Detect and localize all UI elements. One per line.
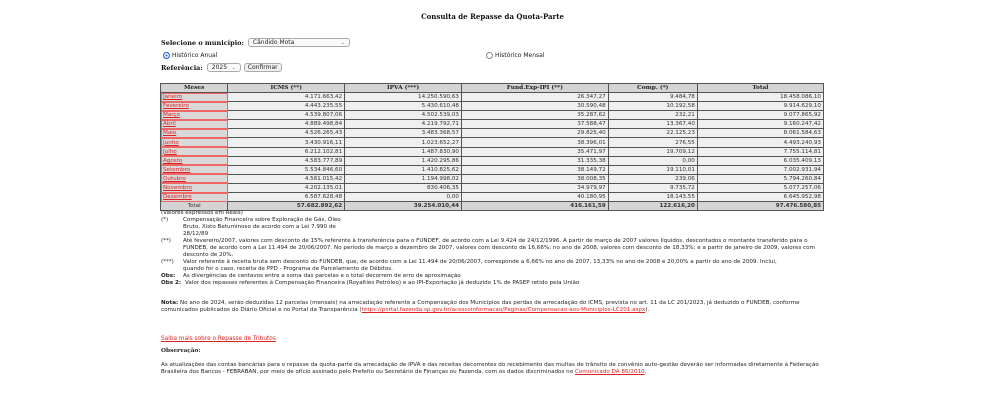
value-cell-ipi: 40.180,95: [461, 193, 608, 202]
obs-text: As divergências de centavos entre a soma das parcelas e o total decorrem de erro de aproximação: [183, 273, 461, 279]
table-row: [161, 111, 824, 120]
table-row: [161, 183, 824, 192]
total-cell-total: 97.476.580,85: [697, 202, 823, 211]
value-cell-comp: 9.484,78: [608, 93, 697, 102]
value-cell-comp: 18.143,55: [608, 193, 697, 202]
footnote-text: Valor referente à receita bruta sem desconto do FUNDEB, que, de acordo com a Lei 11.494 de 20/06/2007, corresponde a 6,66% no ano de 2007, 13,33% no ano de 2008 e 20,00% a partir do ano de 2009. Inclui, quando for o caso, receita de PPD - Programa de Parcelamento de Débitos.: [183, 259, 777, 272]
month-link[interactable]: Janeiro: [163, 94, 183, 101]
value-cell-total: 6.035.409,13: [697, 156, 823, 165]
value-cell-ipva: 830.406,35: [345, 183, 462, 192]
header-ipva: IPVA (***): [345, 84, 462, 93]
month-cell: [161, 120, 228, 129]
value-cell-ipva: 0,00: [345, 193, 462, 202]
repasse-table: [160, 83, 824, 211]
value-cell-comp: 13.367,40: [608, 120, 697, 129]
month-link[interactable]: Outubro: [163, 175, 186, 182]
value-cell-ipva: 14.250.590,63: [345, 93, 462, 102]
value-cell-ipva: 4.502.539,03: [345, 111, 462, 120]
month-cell: [161, 138, 228, 147]
obs2-note: [161, 280, 831, 287]
observacao-text-block: [161, 362, 836, 376]
value-cell-total: 8.061.584,63: [697, 129, 823, 138]
table-row: [161, 129, 824, 138]
value-cell-ipva: 3.483.368,57: [345, 129, 462, 138]
page-title: Consulta de Repasse da Quota-Parte: [421, 12, 564, 21]
comunicado-link[interactable]: Comunicado DA 86/2010: [574, 369, 645, 375]
value-cell-ipva: 1.420.295,86: [345, 156, 462, 165]
month-cell: [161, 156, 228, 165]
footnote-text: Até fevereiro/2007, valores com desconto de 15% referente à transferência para o FUNDEF, de acordo com a Lei 9.424 de 24/12/1996. A partir de março de 2007 valores líquidos, descontados o montante transferido para o FUNDEB, de acordo com a Lei 11.494 de 20/06/2007. No período de março a dezembro de 2007, valores com desconto de 16,66%; no ano de 2008, valores com desconto de 18,33%; e a partir de janeiro de 2009, valores com desconto de 20%.: [183, 238, 815, 258]
month-link[interactable]: Dezembro: [163, 194, 192, 201]
table-row: [161, 102, 824, 111]
month-link[interactable]: Julho: [163, 148, 177, 155]
value-cell-icms: 4.561.015,42: [228, 174, 345, 183]
referencia-value: 2025: [211, 64, 228, 71]
header-total: Total: [697, 84, 823, 93]
value-cell-icms: 4.526.265,43: [228, 129, 345, 138]
value-cell-icms: 4.443.235,55: [228, 102, 345, 111]
value-cell-ipva: 1.487.830,90: [345, 147, 462, 156]
value-cell-comp: 10.192,58: [608, 102, 697, 111]
total-cell-comp: 122.616,20: [608, 202, 697, 211]
value-cell-icms: 4.171.663,42: [228, 93, 345, 102]
obs2-key: Obs 2:: [161, 280, 182, 286]
value-cell-icms: 4.889.498,84: [228, 120, 345, 129]
referencia-select[interactable]: [207, 63, 241, 72]
nota-block: [161, 300, 831, 314]
value-cell-comp: 9.735,72: [608, 183, 697, 192]
radio-mensal-label: Histórico Mensal: [495, 52, 545, 59]
value-cell-icms: 4.539.807,06: [228, 111, 345, 120]
footnotes: [161, 210, 831, 287]
value-cell-ipi: 30.590,48: [461, 102, 608, 111]
month-cell: [161, 183, 228, 192]
value-cell-icms: 4.583.777,89: [228, 156, 345, 165]
value-cell-ipi: 35.287,62: [461, 111, 608, 120]
chevron-down-icon: ⌄: [340, 39, 345, 46]
value-cell-comp: 19.709,12: [608, 147, 697, 156]
value-cell-ipva: 5.430.610,48: [345, 102, 462, 111]
footnote-key: (***): [161, 259, 174, 265]
month-link[interactable]: Novembro: [163, 184, 192, 191]
header-comp: Comp. (*): [608, 84, 697, 93]
footnote-key: (**): [161, 238, 171, 244]
obs-key: Obs:: [161, 273, 176, 279]
municipio-select[interactable]: [248, 38, 350, 47]
value-cell-ipva: 1.194.998,02: [345, 174, 462, 183]
value-cell-ipi: 38.396,01: [461, 138, 608, 147]
table-row: [161, 156, 824, 165]
month-cell: [161, 174, 228, 183]
table-row: [161, 174, 824, 183]
header-ipi: Fund.Exp-IPI (**): [461, 84, 608, 93]
nota-text: No ano de 2024, serão deduzidas 12 parcelas (mensais) na arrecadação referente a Compensação dos Municípios das perdas de arrecadação do ICMS, prevista no art. 11 da LC 201/2023, já deduzido o FUNDEB, conforme comunicados publicados do Diário Oficial e no Portal da Transparência (: [161, 300, 800, 313]
month-link[interactable]: Fevereiro: [163, 103, 189, 110]
municipio-row: [161, 38, 350, 47]
value-cell-total: 18.458.086,10: [697, 93, 823, 102]
value-cell-icms: 5.534.846,60: [228, 165, 345, 174]
month-link[interactable]: Setembro: [163, 166, 191, 173]
value-cell-total: 7.002.931,94: [697, 165, 823, 174]
month-link[interactable]: Março: [163, 112, 180, 119]
value-cell-total: 5.794.260,84: [697, 174, 823, 183]
value-cell-total: 7.755.114,81: [697, 147, 823, 156]
total-cell-ipva: 39.254.010,44: [345, 202, 462, 211]
value-cell-ipi: 31.335,38: [461, 156, 608, 165]
saiba-mais-link[interactable]: Saiba mais sobre o Repasse de Tributos: [161, 336, 276, 342]
radio-unchecked-icon: [486, 52, 493, 59]
value-cell-comp: 0,00: [608, 156, 697, 165]
value-cell-comp: 276,55: [608, 138, 697, 147]
referencia-label: Referência:: [161, 63, 203, 72]
value-cell-icms: 4.202.135,01: [228, 183, 345, 192]
month-link[interactable]: Abril: [163, 121, 176, 128]
table-row: [161, 147, 824, 156]
month-cell: [161, 93, 228, 102]
value-cell-ipi: 29.825,40: [461, 129, 608, 138]
footnote-1: [161, 217, 831, 238]
value-cell-total: 5.077.257,06: [697, 183, 823, 192]
value-cell-ipva: 1.023.652,27: [345, 138, 462, 147]
nota-suffix: ).: [645, 307, 650, 313]
total-cell-icms: 57.682.892,62: [228, 202, 345, 211]
value-cell-total: 9.160.247,42: [697, 120, 823, 129]
radio-historico-mensal[interactable]: [486, 52, 544, 59]
observacao-suffix: .: [644, 369, 647, 375]
table-row: [161, 120, 824, 129]
municipio-value: Cândido Mota: [252, 39, 295, 46]
value-cell-ipi: 38.008,35: [461, 174, 608, 183]
month-cell: [161, 129, 228, 138]
value-cell-comp: 19.110,01: [608, 165, 697, 174]
value-cell-icms: 6.587.628,48: [228, 193, 345, 202]
observacao-title: Observação:: [161, 348, 201, 354]
municipio-label: Selecione o município:: [161, 38, 244, 47]
footnote-3: [161, 259, 831, 273]
radio-checked-icon: [163, 52, 170, 59]
value-cell-total: 9.077.865,92: [697, 111, 823, 120]
value-cell-total: 4.493.240,93: [697, 138, 823, 147]
valores-note: (Valores expressos em Reais): [161, 210, 243, 216]
value-cell-ipi: 35.471,97: [461, 147, 608, 156]
value-cell-ipva: 1.410.825,62: [345, 165, 462, 174]
table-row: [161, 138, 824, 147]
footnote-2: [161, 238, 831, 259]
month-cell: [161, 147, 228, 156]
value-cell-comp: 22.125,23: [608, 129, 697, 138]
table-header-row: [161, 84, 824, 93]
referencia-row: [161, 63, 282, 72]
total-label: Total: [161, 202, 228, 211]
footnote-key: (*): [161, 217, 169, 223]
value-cell-ipva: 4.219.792,71: [345, 120, 462, 129]
value-cell-ipi: 34.979,97: [461, 183, 608, 192]
value-cell-icms: 6.212.102,81: [228, 147, 345, 156]
chevron-down-icon: ⌄: [231, 64, 236, 71]
value-cell-ipi: 38.149,72: [461, 165, 608, 174]
value-cell-total: 9.914.629,10: [697, 102, 823, 111]
obs-note: [161, 273, 831, 280]
header-meses: Meses: [161, 84, 228, 93]
radio-anual-label: Histórico Anual: [172, 52, 218, 59]
value-cell-comp: 232,21: [608, 111, 697, 120]
month-link[interactable]: Maio: [163, 130, 177, 137]
value-cell-icms: 3.430.916,11: [228, 138, 345, 147]
month-link[interactable]: Junho: [163, 139, 179, 146]
value-cell-ipi: 37.588,47: [461, 120, 608, 129]
value-cell-comp: 239,06: [608, 174, 697, 183]
radio-historico-anual[interactable]: [163, 52, 217, 59]
value-cell-total: 6.645.952,98: [697, 193, 823, 202]
header-icms: ICMS (**): [228, 84, 345, 93]
value-cell-ipi: 26.347,27: [461, 93, 608, 102]
table-row: [161, 93, 824, 102]
month-link[interactable]: Agosto: [163, 157, 183, 164]
table-row: [161, 193, 824, 202]
observacao-text: As atualizações das contas bancárias para o repasse da quota-parte da arrecadação de IPVA e das receitas decorrentes do recebimento das multas de trânsito de convênio auto-gestão deverão ser informadas diretamente à Federação Brasileira dos Bancos - FEBRABAN, por meio de ofício assinado pelo Prefeito ou Secretário de Finanças ou Fazenda, com os dados discriminados no: [161, 362, 819, 375]
month-cell: [161, 193, 228, 202]
obs2-text: Valor dos repasses referentes à Compensação Financeira (Royalties Petróleo) e ao IPI-Exportação já deduzido 1% de PASEP retido pela União: [185, 280, 580, 286]
footnote-text: Compensação Financeira sobre Exploração de Gás, Óleo Bruto, Xisto Betuminoso de acordo com a Lei 7.990 de 28/12/89: [183, 217, 341, 237]
month-cell: [161, 102, 228, 111]
total-cell-ipi: 416.161,59: [461, 202, 608, 211]
nota-key: Nota:: [161, 300, 179, 306]
confirm-button[interactable]: Confirmar: [244, 63, 282, 72]
portal-link[interactable]: https://portal.fazenda.sp.gov.br/acessoinformacao/Paginas/Compensacao-aos-Municipios-LC201.aspx: [361, 307, 646, 313]
month-cell: [161, 111, 228, 120]
month-cell: [161, 165, 228, 174]
table-row: [161, 165, 824, 174]
